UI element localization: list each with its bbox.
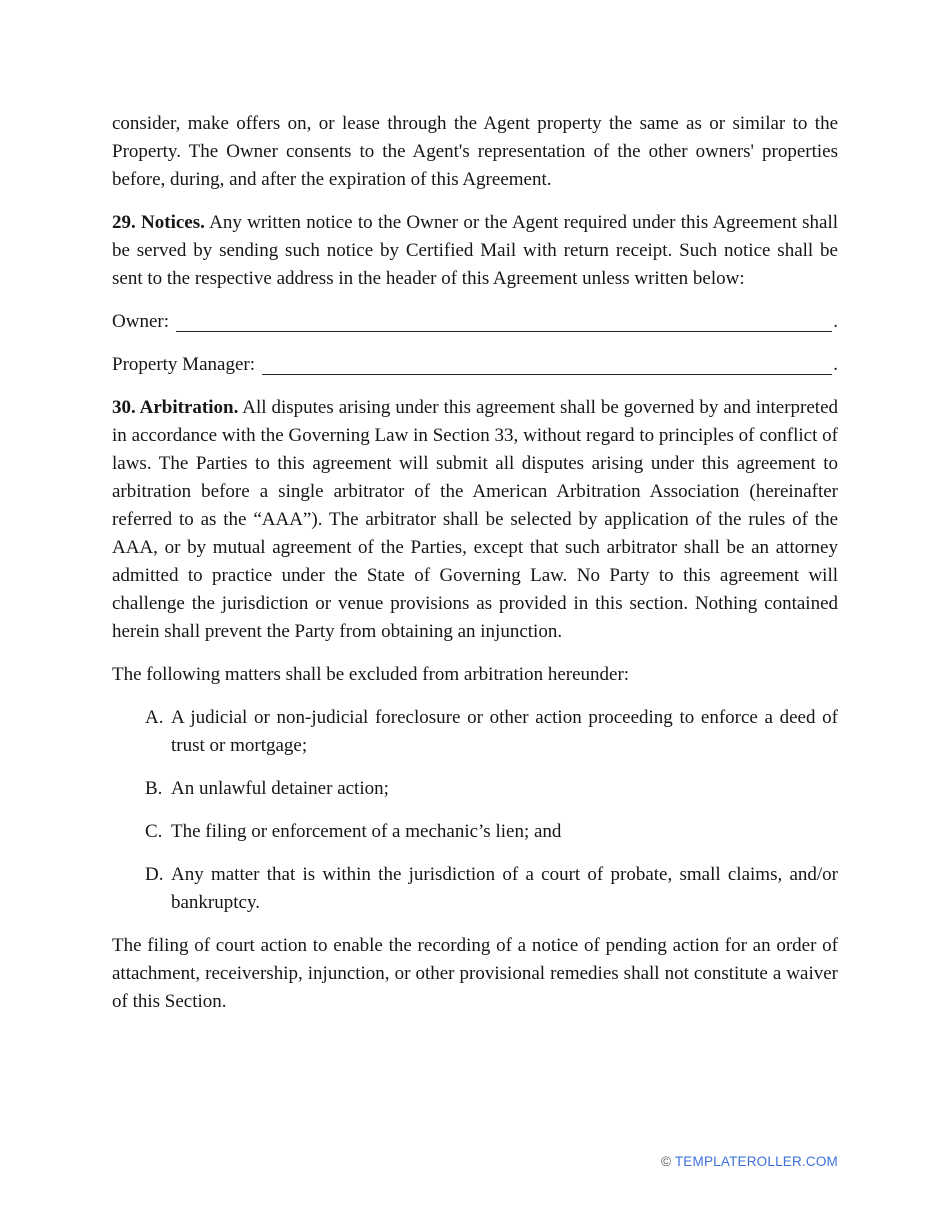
section-29-notices	[112, 209, 838, 293]
list-item-text: A judicial or non-judicial foreclosure or other action proceeding to enforce a deed of trust or mortgage;	[171, 707, 838, 756]
owner-field-row	[112, 308, 838, 336]
list-item-text: The filing or enforcement of a mechanic’s lien; and	[171, 821, 562, 842]
list-item-marker: B.	[145, 778, 163, 799]
owner-label: Owner:	[112, 311, 169, 332]
closing-paragraph: The filing of court action to enable the recording of a notice of pending action for an order of attachment, receivership, injunction, or other provisional remedies shall not constitute a waiver of this Section.	[112, 935, 838, 1012]
list-item-text: Any matter that is within the jurisdiction of a court of probate, small claims, and/or bankruptcy.	[171, 864, 838, 913]
section-30-body: All disputes arising under this agreement shall be governed by and interpreted in accordance with the Governing Law in Section 33, without regard to principles of conflict of laws. The Parties to this agreement will submit all disputes arising under this agreement to arbitration before a single arbitrator of the American Arbitration Association (hereinafter referred to as the “AAA”). The arbitrator shall be selected by application of the rules of the AAA, or by mutual agreement of the Parties, except that such arbitrator shall be an attorney admitted to practice under the State of Governing Law. No Party to this agreement will challenge the jurisdiction or venue provisions as provided in this section. Nothing contained herein shall prevent the Party from obtaining an injunction.	[112, 397, 839, 642]
section-29-body: Any written notice to the Owner or the Agent required under this Agreement shall be served by sending such notice by Certified Mail with return receipt. Such notice shall be sent to the respective address in the header of this Agreement unless written below:	[112, 212, 839, 289]
copyright-icon: ©	[660, 1154, 672, 1169]
intro-paragraph: consider, make offers on, or lease through the Agent property the same as or similar to the Property. The Owner consents to the Agent's representation of the other owners' properties before, during, and after the expiration of this Agreement.	[112, 113, 838, 190]
owner-blank-line	[176, 331, 832, 332]
property-manager-field-row	[112, 351, 838, 379]
section-29-heading: 29. Notices.	[112, 212, 205, 233]
list-item	[145, 818, 838, 846]
list-item-text: An unlawful detainer action;	[171, 778, 389, 799]
section-30-arbitration	[112, 394, 838, 646]
list-item-marker: C.	[145, 821, 163, 842]
page-footer	[661, 1153, 838, 1170]
owner-line-period: .	[833, 311, 838, 332]
list-item-marker: A.	[145, 707, 164, 728]
list-item	[145, 775, 838, 803]
property-manager-blank-line	[262, 374, 832, 375]
list-item-marker: D.	[145, 864, 164, 885]
list-item	[145, 861, 838, 917]
list-item	[145, 704, 838, 760]
property-manager-line-period: .	[833, 354, 838, 375]
exclusions-intro: The following matters shall be excluded from arbitration hereunder:	[112, 664, 630, 685]
templateroller-link[interactable]: TEMPLATEROLLER.COM	[674, 1154, 838, 1169]
property-manager-label: Property Manager:	[112, 354, 255, 375]
exclusions-list	[145, 704, 838, 917]
section-30-heading: 30. Arbitration.	[112, 397, 239, 418]
